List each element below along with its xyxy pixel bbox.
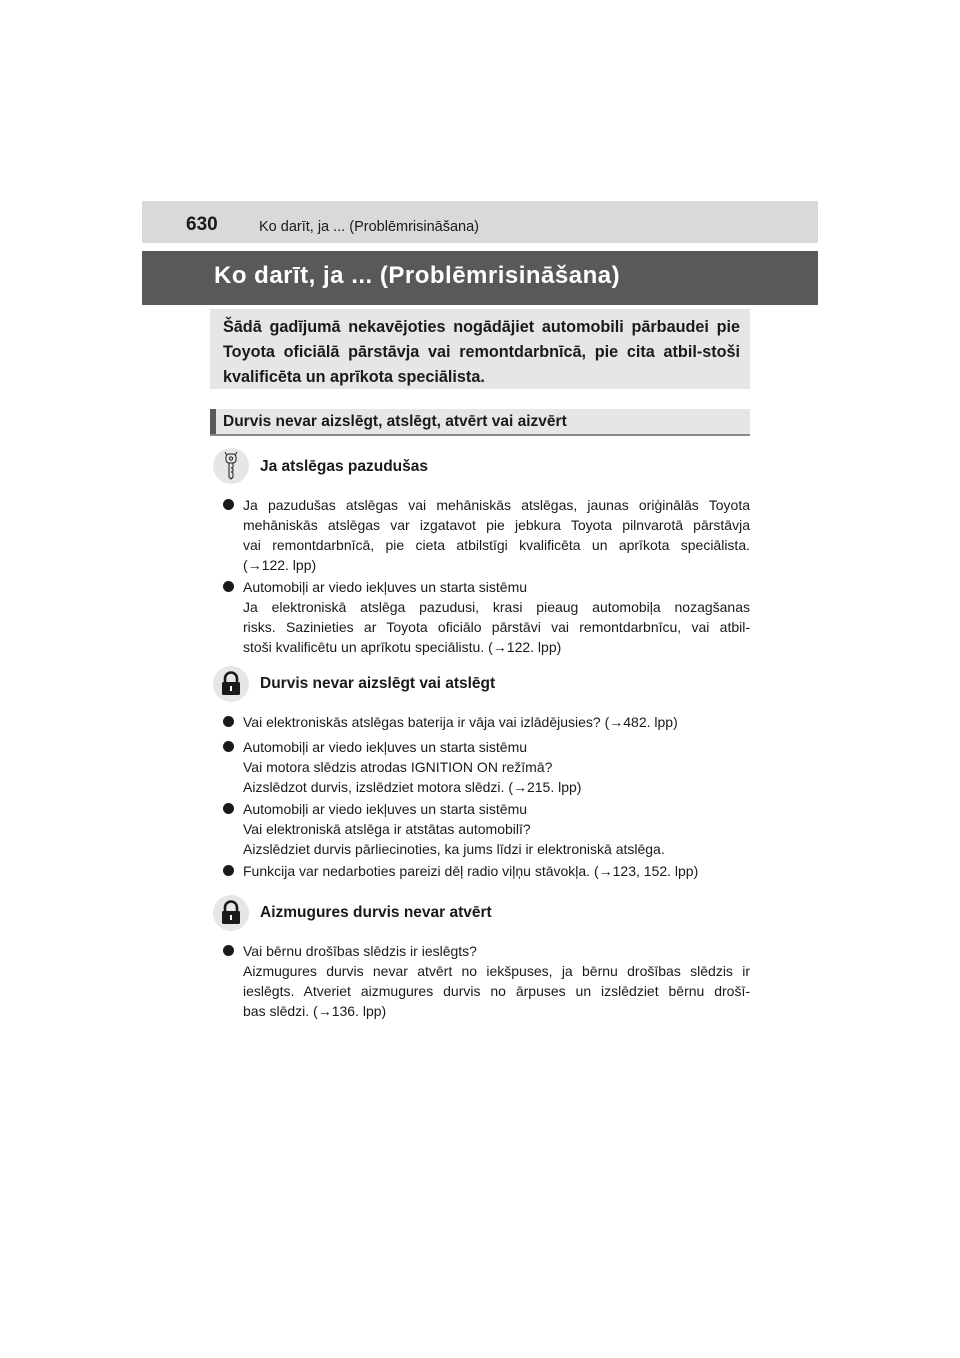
- bullet-line: ieslēgts. Atveriet aizmugures durvis no ārpuses un izslēdziet bērnu drošī-: [243, 983, 750, 999]
- list-item: [223, 577, 750, 657]
- bullet-line: Ja elektroniskā atslēga pazudusi, krasi pieaug automobiļa nozagšanas: [243, 599, 750, 615]
- bullet-line: (→122. lpp): [243, 557, 317, 573]
- padlock-icon: [213, 666, 249, 702]
- bullet-line: Aizslēdziet durvis pārliecinoties, ka jums līdzi ir elektroniskā atslēga.: [243, 841, 665, 857]
- bullet-line: stoši kvalificētu un aprīkotu speciālistu. (→122. lpp): [243, 639, 562, 655]
- bullet-line: Vai bērnu drošības slēdzis ir ieslēgts?: [243, 943, 477, 959]
- section-heading: Durvis nevar aizslēgt, atslēgt, atvērt vai aizvērt: [223, 413, 567, 430]
- bullet-line: Funkcija var nedarboties pareizi dēļ radio viļņu stāvokļa. (→123, 152. lpp): [243, 863, 699, 879]
- notice-box: Šādā gadījumā nekavējoties nogādājiet automobili pārbaudei pie Toyota oficiālā pārstāvja vai remontdarbnīcā, pie cita atbil-stoši kvalificēta un aprīkota speciālista.: [210, 309, 750, 389]
- running-head: Ko darīt, ja ... (Problēmrisināšana): [259, 219, 480, 235]
- lost-keys-heading: Ja atslēgas pazudušas: [260, 458, 428, 475]
- list-item: [223, 861, 750, 881]
- padlock-icon: [213, 895, 249, 931]
- section-accent: [210, 409, 216, 434]
- bullet-line: Vai motora slēdzis atrodas IGNITION ON režīmā?: [243, 759, 553, 775]
- bullet-dot: [223, 716, 234, 727]
- bullet-dot: [223, 741, 234, 752]
- bullet-line: bas slēdzi. (→136. lpp): [243, 1003, 387, 1019]
- bullet-line: risks. Sazinieties ar Toyota oficiālo pārstāvi vai remontdarbnīcu, vai atbil-: [243, 619, 750, 635]
- bullet-dot: [223, 865, 234, 876]
- bullet-line: mehāniskās atslēgas var izgatavot pie jebkura Toyota pilnvarotā pārstāvja: [243, 517, 750, 533]
- bullet-line: Automobiļi ar viedo iekļuves un starta sistēmu: [243, 579, 528, 595]
- bullet-line: Automobiļi ar viedo iekļuves un starta sistēmu: [243, 801, 528, 817]
- list-item: [223, 712, 750, 732]
- section-header: [210, 409, 750, 436]
- bullet-line: Aizmugures durvis nevar atvērt no iekšpuses, ja bērnu drošības slēdzis ir: [243, 963, 750, 979]
- bullet-line: Ja pazudušas atslēgas vai mehāniskās atslēgas, jaunas oriģinālās Toyota: [243, 497, 750, 513]
- list-item: [223, 737, 750, 797]
- bullet-line: Vai elektroniskā atslēga ir atstātas automobilī?: [243, 821, 531, 837]
- header-band: [142, 201, 818, 243]
- bullet-line: vai remontdarbnīcā, pie cieta atbilstīgi kvalificēta un aprīkota speciālista.: [243, 537, 750, 553]
- bullet-line: Vai elektroniskās atslēgas baterija ir vāja vai izlādējusies? (→482. lpp): [243, 714, 678, 730]
- list-item: [223, 941, 750, 1021]
- bullet-line: Automobiļi ar viedo iekļuves un starta sistēmu: [243, 739, 528, 755]
- bullet-dot: [223, 945, 234, 956]
- page-number: 630: [186, 214, 218, 235]
- cannot-lock-heading: Durvis nevar aizslēgt vai atslēgt: [260, 675, 496, 692]
- page-title: Ko darīt, ja ... (Problēmrisināšana): [214, 262, 621, 289]
- bullet-line: Aizslēdzot durvis, izslēdziet motora slēdzi. (→215. lpp): [243, 779, 582, 795]
- rear-door-heading: Aizmugures durvis nevar atvērt: [260, 904, 492, 921]
- list-item: [223, 495, 750, 575]
- bullet-dot: [223, 803, 234, 814]
- list-item: [223, 799, 750, 859]
- bullet-dot: [223, 499, 234, 510]
- bullet-dot: [223, 581, 234, 592]
- key-icon: [213, 448, 249, 484]
